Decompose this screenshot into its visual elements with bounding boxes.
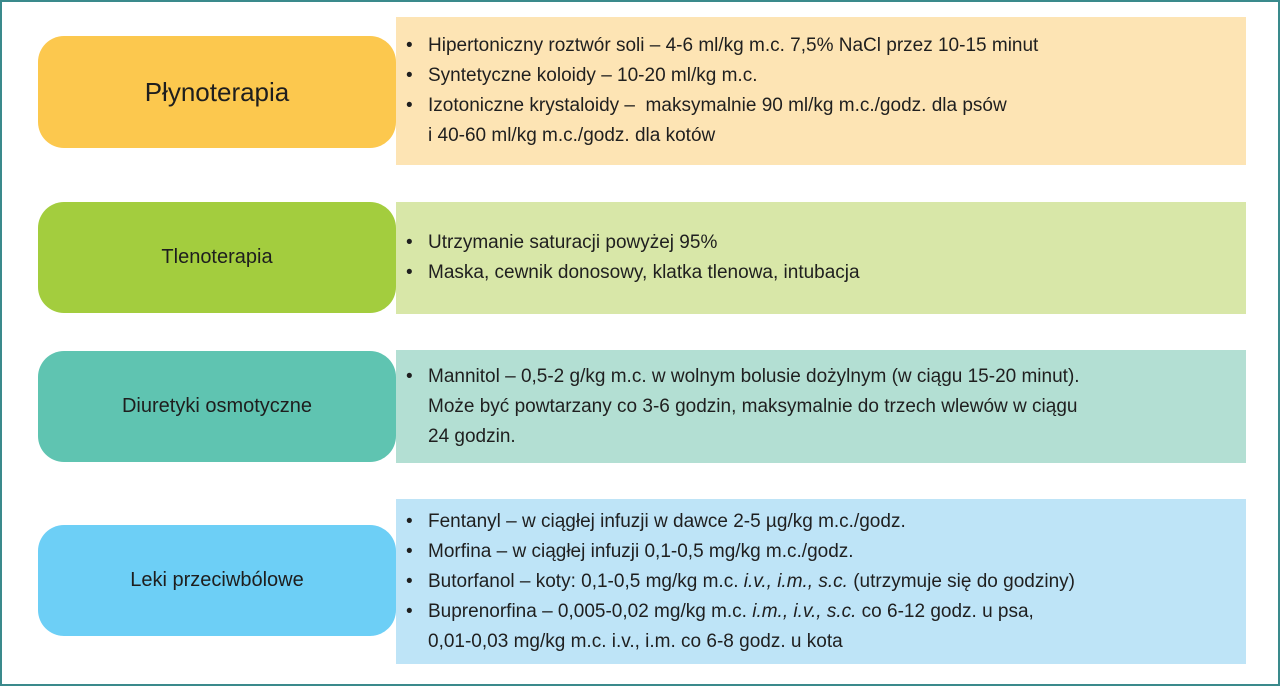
- category-label-oxygen-therapy: [38, 202, 396, 313]
- category-title: Diuretyki osmotyczne: [121, 395, 313, 417]
- details-list: [406, 228, 860, 288]
- list-item: • Mannitol – 0,5-2 g/kg m.c. w wolnym bolusie dożylnym (w ciągu 15-20 minut). Może być powtarzany co 3-6 godzin, maksymalnie do trzech wlewów w ciągu 24 godzin.: [406, 362, 1080, 452]
- category-label-analgesics: [38, 525, 396, 636]
- list-item: • Utrzymanie saturacji powyżej 95%: [406, 228, 860, 258]
- details-list: [406, 362, 1080, 452]
- details-list: [406, 31, 1038, 151]
- list-item: • Syntetyczne koloidy – 10-20 ml/kg m.c.: [406, 61, 1038, 91]
- list-item: • Izotoniczne krystaloidy – maksymalnie 90 ml/kg m.c./godz. dla psów i 40-60 ml/kg m.c./godz. dla kotów: [406, 91, 1038, 151]
- category-label-osmotic-diuretics: [38, 351, 396, 462]
- list-item: • Hipertoniczny roztwór soli – 4-6 ml/kg m.c. 7,5% NaCl przez 10-15 minut: [406, 31, 1038, 61]
- category-details-oxygen-therapy: [396, 202, 1246, 314]
- category-details-fluid-therapy: [396, 17, 1246, 165]
- list-item: • Maska, cewnik donosowy, klatka tlenowa, intubacja: [406, 258, 860, 288]
- category-details-osmotic-diuretics: [396, 350, 1246, 463]
- category-details-analgesics: [396, 499, 1246, 664]
- list-item: • Buprenorfina – 0,005-0,02 mg/kg m.c. i.m., i.v., s.c. co 6-12 godz. u psa, 0,01-0,03 mg/kg m.c. i.v., i.m. co 6-8 godz. u kota: [406, 597, 1075, 657]
- list-item: • Fentanyl – w ciągłej infuzji w dawce 2-5 µg/kg m.c./godz.: [406, 507, 1075, 537]
- category-title: Płynoterapia: [144, 76, 290, 107]
- list-item: • Butorfanol – koty: 0,1-0,5 mg/kg m.c. i.v., i.m., s.c. (utrzymuje się do godziny): [406, 567, 1075, 597]
- details-list: [406, 507, 1075, 657]
- category-title: Leki przeciwbólowe: [130, 569, 304, 591]
- list-item: • Morfina – w ciągłej infuzji 0,1-0,5 mg/kg m.c./godz.: [406, 537, 1075, 567]
- category-label-fluid-therapy: [38, 36, 396, 148]
- category-title: Tlenoterapia: [161, 246, 273, 268]
